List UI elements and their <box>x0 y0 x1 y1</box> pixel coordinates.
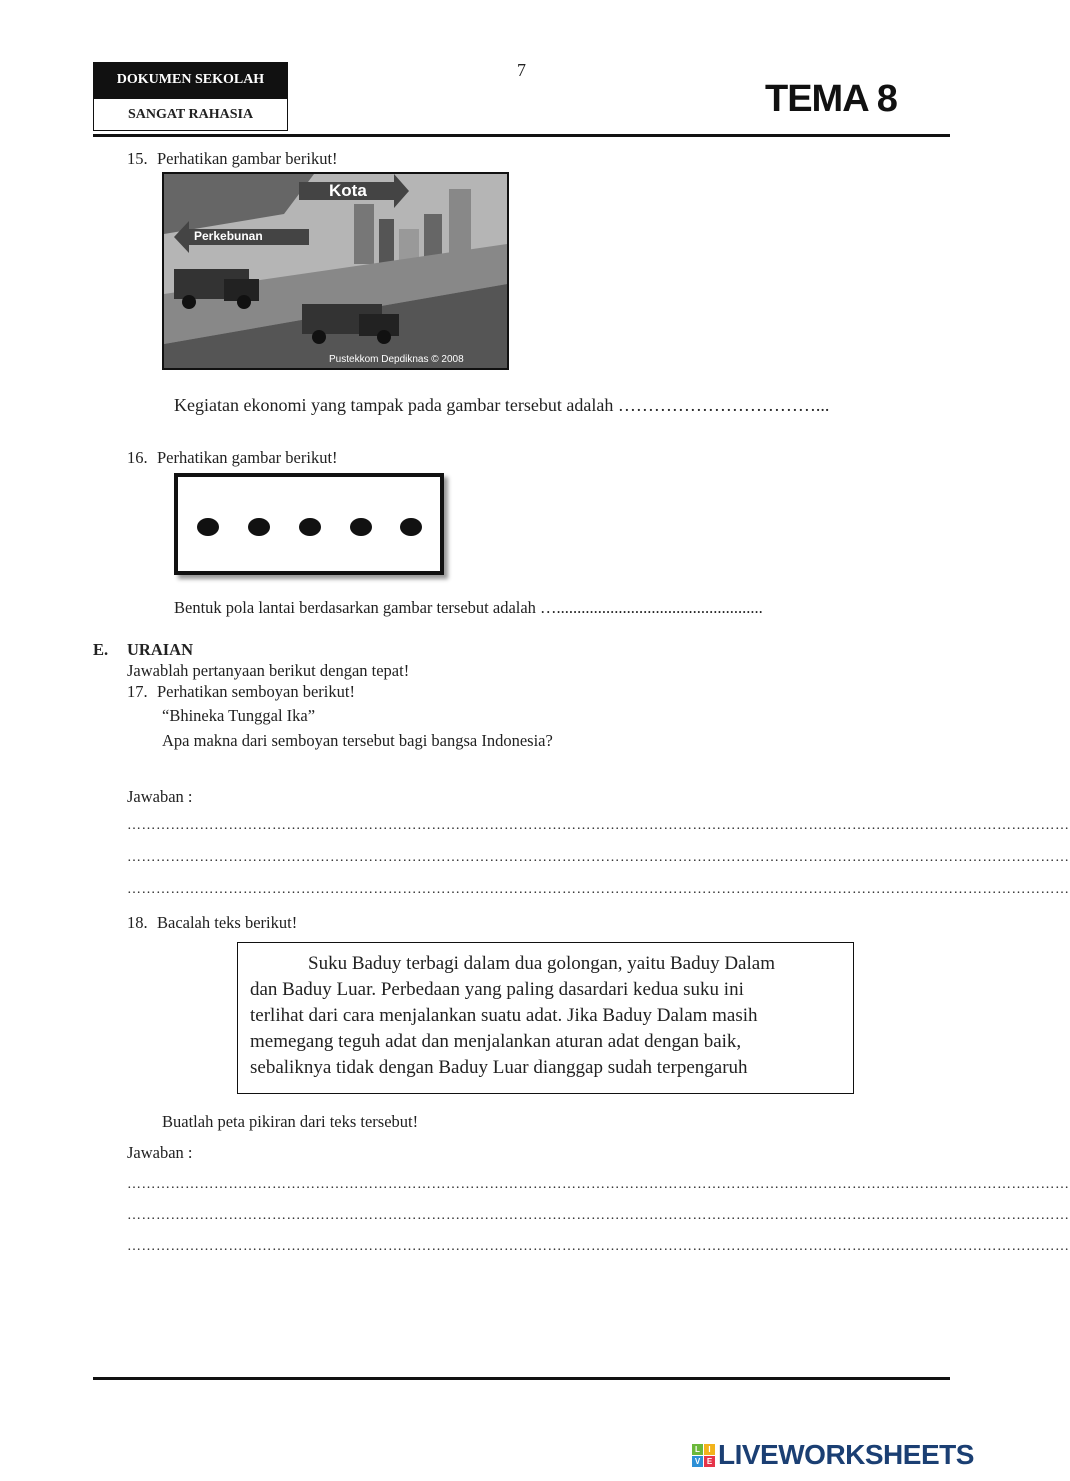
dot <box>299 518 321 536</box>
page-number: 7 <box>517 60 526 80</box>
plantation-label: Perkebunan <box>194 229 263 243</box>
dot <box>400 518 422 536</box>
city-label: Kota <box>329 181 367 200</box>
liveworksheets-brand[interactable]: LIVEWORKSHEETS <box>718 1439 974 1470</box>
q18-answer-label: Jawaban : <box>127 1143 193 1162</box>
secret-label: SANGAT RAHASIA <box>93 98 288 131</box>
header-rule <box>93 134 950 137</box>
logo-tile: V <box>692 1456 703 1467</box>
q16-number: 16. <box>127 448 148 467</box>
dot <box>197 518 219 536</box>
theme-title: TEMA 8 <box>765 78 897 120</box>
passage-line: memegang teguh adat dan menjalankan aturan adat dengan baik, <box>250 1031 742 1052</box>
floor-pattern-figure <box>174 473 444 575</box>
answer-line[interactable]: …………………………………………………………………………………………………………………………………………………………………………… <box>127 818 1070 833</box>
q18-number: 18. <box>127 913 148 932</box>
q18-prompt: Bacalah teks berikut! <box>157 913 298 932</box>
liveworksheets-logo-icon <box>692 1444 716 1468</box>
passage-line: dan Baduy Luar. Perbedaan yang paling dasardari kedua suku ini <box>250 979 744 1000</box>
image-credit: Pustekkom Depdiknas © 2008 <box>329 354 464 365</box>
section-letter: E. <box>93 640 109 659</box>
answer-line[interactable]: …………………………………………………………………………………………………………………………………………………………………………… <box>127 1177 1070 1192</box>
section-title: URAIAN <box>127 640 193 659</box>
q17-question: Apa makna dari semboyan tersebut bagi bangsa Indonesia? <box>162 731 553 750</box>
answer-line[interactable]: …………………………………………………………………………………………………………………………………………………………………………… <box>127 850 1070 865</box>
q17-answer-label: Jawaban : <box>127 787 193 806</box>
q16-question: Bentuk pola lantai berdasarkan gambar tersebut adalah ….................................................. <box>174 598 763 617</box>
answer-line[interactable]: …………………………………………………………………………………………………………………………………………………………………………… <box>127 1208 1070 1223</box>
city-plantation-scene <box>164 174 507 368</box>
passage-line: sebaliknya tidak dengan Baduy Luar dianggap sudah terpengaruh <box>250 1057 748 1078</box>
passage-line: terlihat dari cara menjalankan suatu adat. Jika Baduy Dalam masih <box>250 1005 758 1026</box>
section-instruction: Jawablah pertanyaan berikut dengan tepat! <box>127 661 410 680</box>
q17-motto: “Bhineka Tunggal Ika” <box>162 706 316 725</box>
footer-rule <box>93 1377 950 1380</box>
dot <box>350 518 372 536</box>
logo-tile: E <box>704 1456 715 1467</box>
q18-task: Buatlah peta pikiran dari teks tersebut! <box>162 1112 419 1131</box>
q15-number: 15. <box>127 149 148 168</box>
q15-question: Kegiatan ekonomi yang tampak pada gambar tersebut adalah ……………………………... <box>174 395 830 415</box>
q15-prompt: Perhatikan gambar berikut! <box>157 149 338 168</box>
answer-line[interactable]: …………………………………………………………………………………………………………………………………………………………………………… <box>127 882 1070 897</box>
q16-prompt: Perhatikan gambar berikut! <box>157 448 338 467</box>
answer-line[interactable]: …………………………………………………………………………………………………………………………………………………………………………… <box>127 1239 1070 1254</box>
q17-number: 17. <box>127 682 148 701</box>
dots-row <box>178 477 440 571</box>
document-label: DOKUMEN SEKOLAH <box>93 62 288 98</box>
q17-prompt: Perhatikan semboyan berikut! <box>157 682 355 701</box>
logo-tile: L <box>692 1444 703 1455</box>
passage-line: Suku Baduy terbagi dalam dua golongan, yaitu Baduy Dalam <box>308 953 775 974</box>
dot <box>248 518 270 536</box>
passage-box <box>237 942 854 1094</box>
economy-illustration <box>162 172 509 370</box>
logo-tile: I <box>704 1444 715 1455</box>
